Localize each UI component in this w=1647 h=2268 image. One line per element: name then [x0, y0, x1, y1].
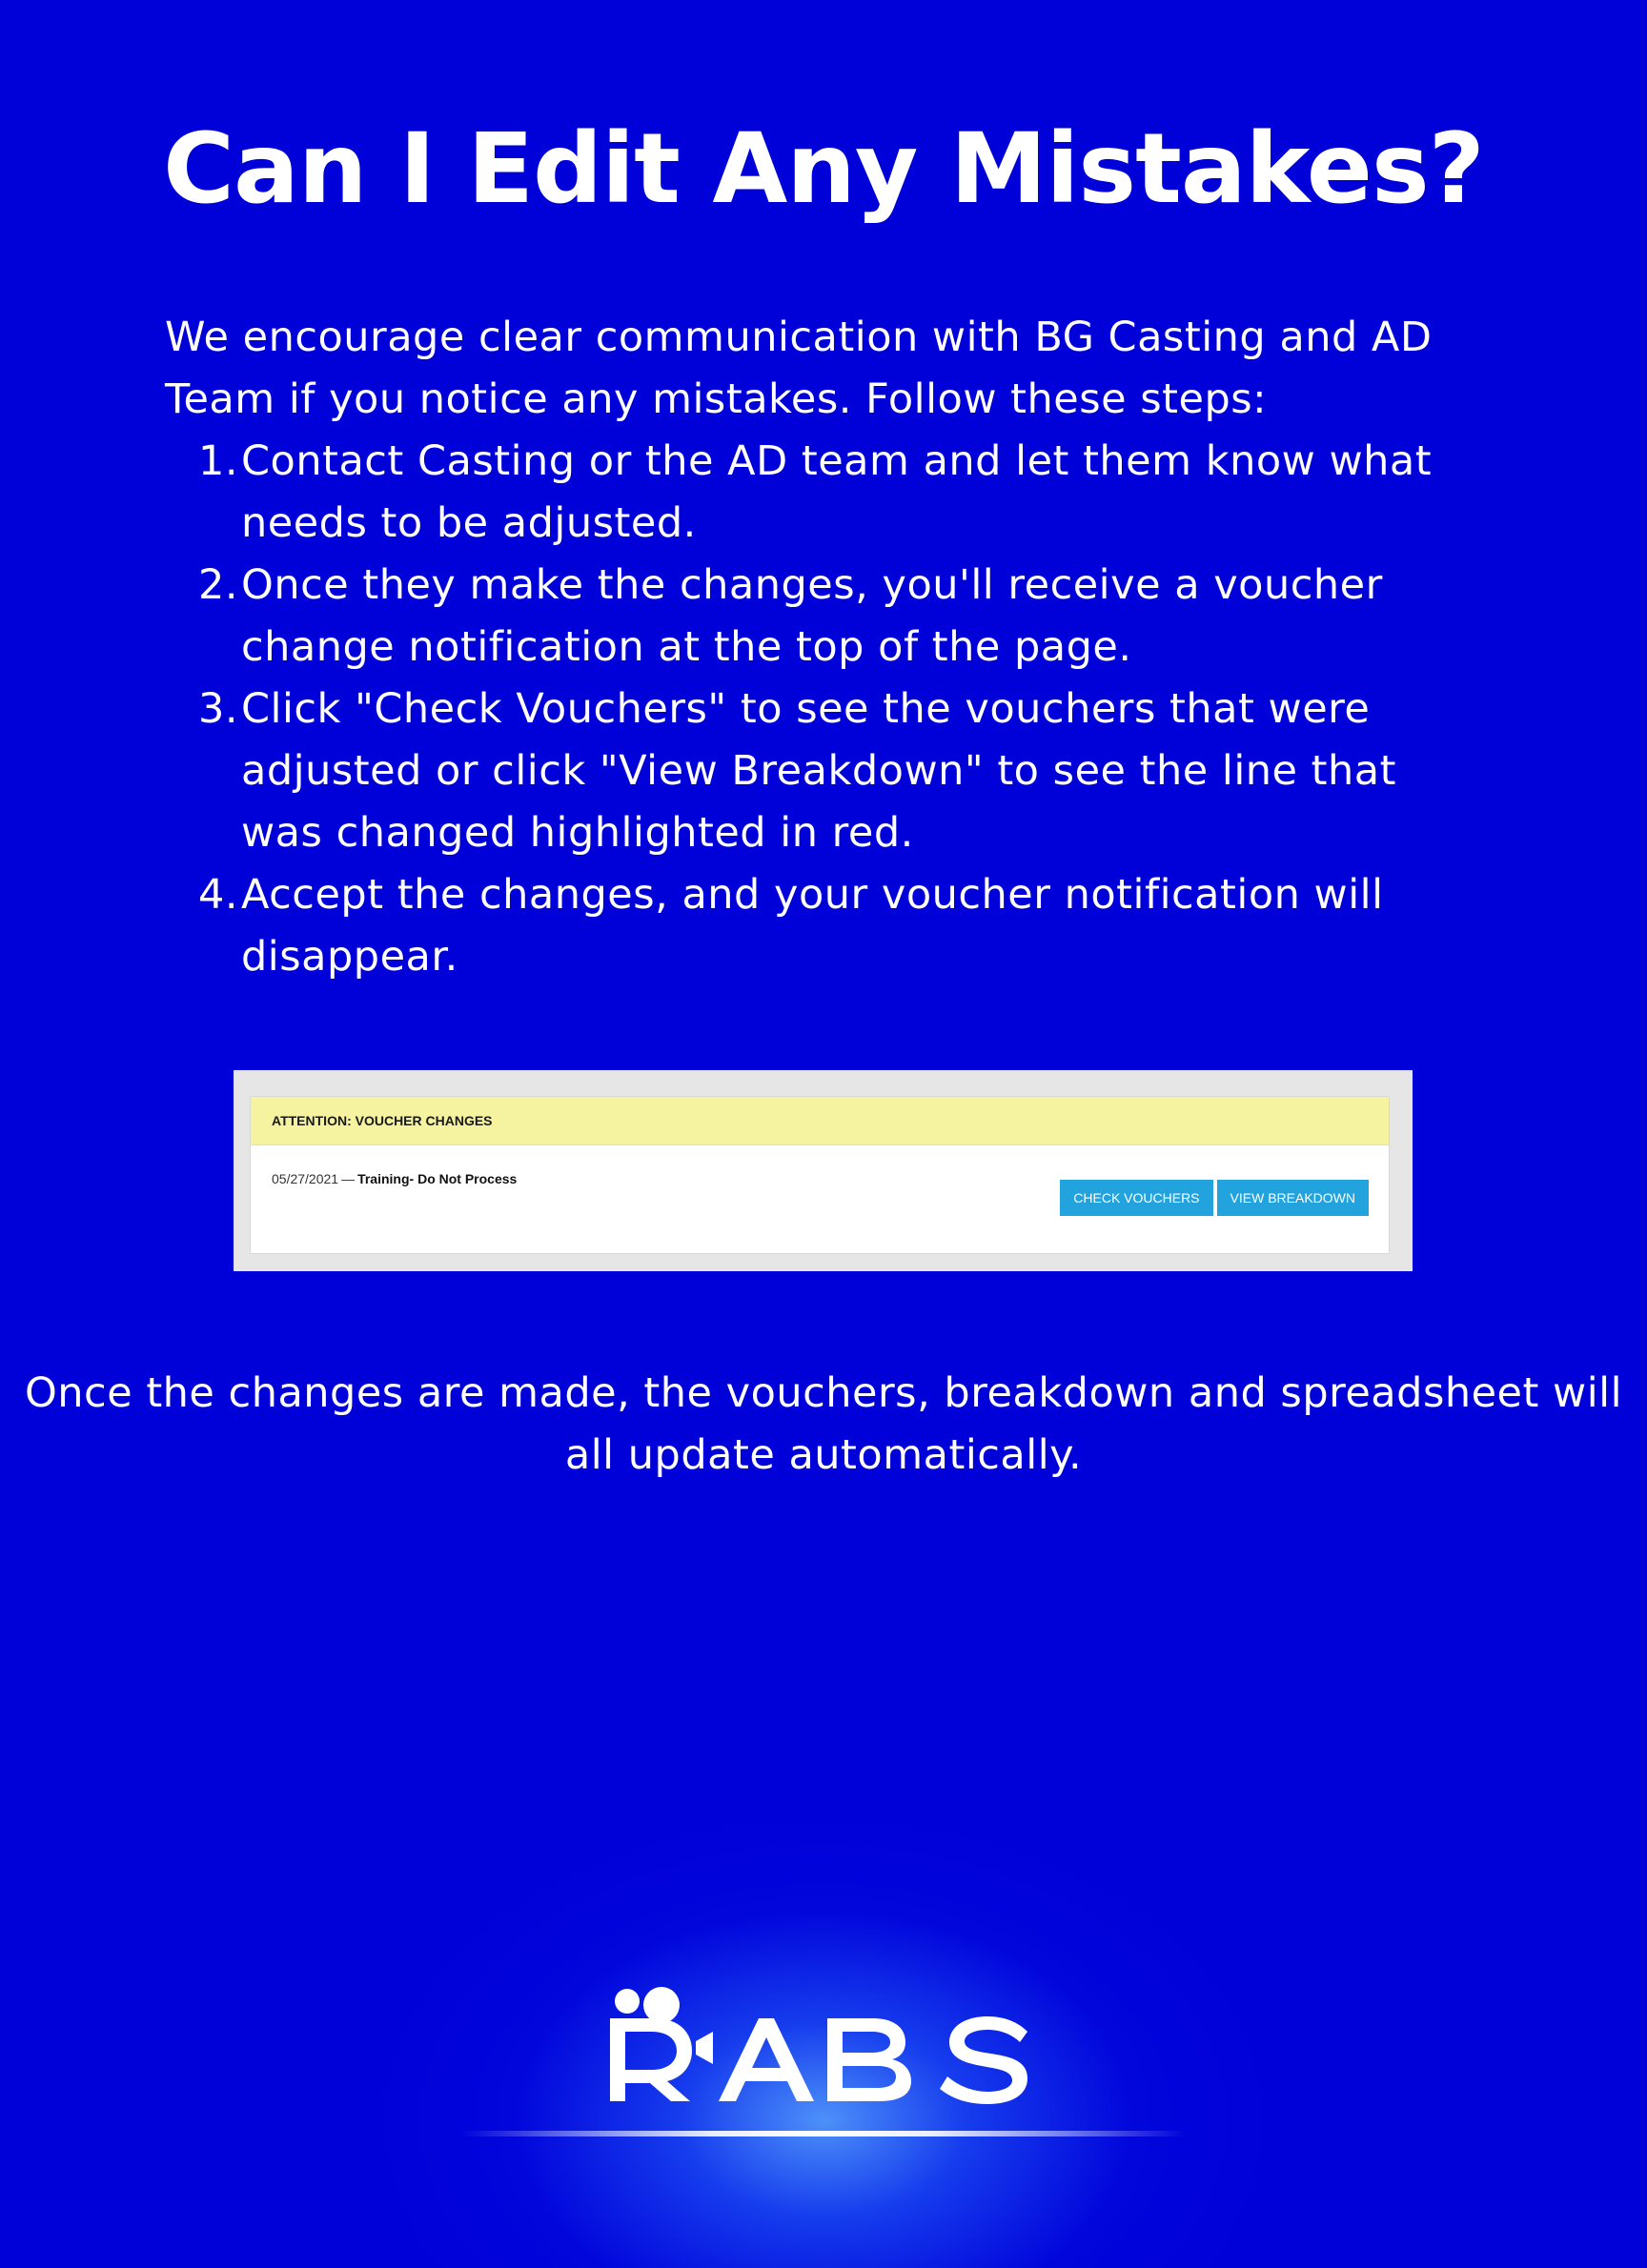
step-text: Contact Casting or the AD team and let them know what needs to be adjusted. [241, 437, 1433, 547]
page-title: Can I Edit Any Mistakes? [163, 112, 1484, 226]
voucher-change-row [272, 1171, 517, 1186]
separator: — [341, 1171, 356, 1186]
logo-letter-a [719, 2018, 814, 2101]
step-text: Once they make the changes, you'll receive a voucher change notification at the top of the page. [241, 561, 1383, 671]
step-number: 3. [198, 685, 239, 733]
voucher-changes-panel [250, 1096, 1390, 1254]
view-breakdown-button[interactable]: VIEW BREAKDOWN [1217, 1180, 1369, 1216]
voucher-actions [1060, 1180, 1369, 1216]
voucher-changes-screenshot [234, 1070, 1413, 1271]
voucher-date: 05/27/2021 [272, 1171, 339, 1186]
logo-underline [461, 2131, 1186, 2136]
check-vouchers-button[interactable]: CHECK VOUCHERS [1060, 1180, 1212, 1216]
logo-letter-r [610, 2018, 692, 2101]
intro-paragraph: We encourage clear communication with BG Casting and AD Team if you notice any mistakes. Follow these steps: [165, 314, 1433, 423]
steps-list [0, 431, 1647, 988]
camera-reel-small [615, 1989, 640, 2014]
step-item [0, 678, 1480, 864]
step-item [0, 431, 1480, 555]
outro-paragraph: Once the changes are made, the vouchers, breakdown and spreadsheet will all update automatically. [24, 1369, 1623, 1479]
step-item [0, 864, 1480, 988]
logo-letter-b [827, 2018, 911, 2101]
camera-reel-large [643, 1987, 680, 2023]
project-name: Training- Do Not Process [357, 1171, 518, 1186]
step-number: 1. [198, 437, 239, 485]
voucher-changes-header: ATTENTION: VOUCHER CHANGES [251, 1097, 1389, 1145]
step-text: Accept the changes, and your voucher notification will disappear. [241, 871, 1384, 981]
rabs-logo [606, 1982, 1035, 2106]
step-number: 4. [198, 871, 239, 919]
camera-lens-icon [696, 2032, 713, 2064]
step-item [0, 555, 1480, 678]
logo-letter-s [940, 2016, 1027, 2104]
background-glow [347, 1677, 1300, 2268]
step-text: Click "Check Vouchers" to see the vouchers that were adjusted or click "View Breakdown" to see the line that was changed highlighted in red. [241, 685, 1396, 857]
step-number: 2. [198, 561, 239, 609]
